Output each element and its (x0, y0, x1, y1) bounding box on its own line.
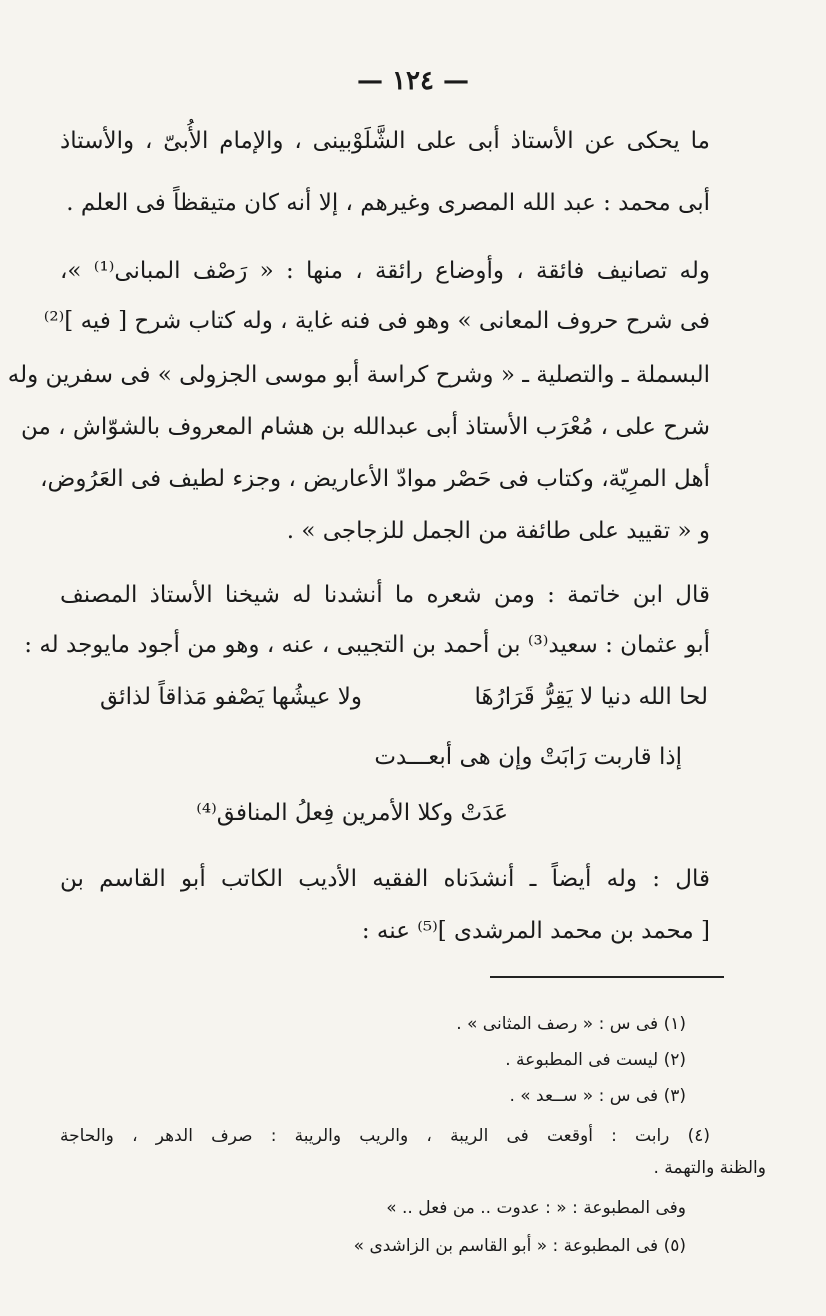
body-line-5: البسملة ـ والتصلية ـ « وشرح كراسة أبو موسى الجزولى » فى سفرين وله (7, 362, 710, 388)
verse-2: إذا قاربت رَابَتْ وإن هى أبعـــدت (374, 744, 682, 770)
body-line-7: أهل المرِيّة، وكتاب فى حَصْر موادّ الأعاريض ، وجزء لطيف فى العَرُوض، (40, 466, 710, 492)
body-line-8: و « تقييد على طائفة من الجمل للزجاجى » . (286, 518, 710, 544)
verse-1-second-hemistich: ولا عيشُها يَصْفو مَذاقاً لذائق (100, 684, 362, 710)
footnote-4-continued: والظنة والتهمة . (653, 1158, 766, 1178)
footnote-separator (490, 976, 724, 978)
verse-3: عَدَتْ وكلا الأمرين فِعلُ المنافق⁽⁴⁾ (196, 800, 508, 826)
body-line-6: شرح على ، مُعْرَب الأستاذ أبى عبدالله بن هشام المعروف بالشوّاش ، من (20, 414, 710, 440)
footnote-4-note: وفى المطبوعة : « : عدوت .. من فعل .. » (386, 1198, 686, 1218)
page-number: — ١٢٤ — (356, 66, 470, 96)
footnote-1: (١) فى س : « رصف المثانى » . (456, 1014, 686, 1034)
body-line-11: قال : وله أيضاً ـ أنشدَناه الفقيه الأديب الكاتب أبو القاسم بن (60, 866, 710, 892)
footnote-3: (٣) فى س : « ســعد » . (509, 1086, 686, 1106)
footnote-2: (٢) ليست فى المطبوعة . (505, 1050, 686, 1070)
body-line-4: فى شرح حروف المعانى » وهو فى فنه غاية ، وله كتاب شرح [ فيه ]⁽²⁾ (43, 308, 710, 334)
footnote-5: (٥) فى المطبوعة : « أبو القاسم بن الزاشدى » (353, 1236, 686, 1256)
body-line-2: أبى محمد : عبد الله المصرى وغيرهم ، إلا أنه كان متيقظاً فى العلم . (66, 190, 710, 216)
body-line-12: [ محمد بن محمد المرشدى ]⁽⁵⁾ عنه : (361, 918, 710, 944)
body-line-9: قال ابن خاتمة : ومن شعره ما أنشدنا له شيخنا الأستاذ المصنف (60, 582, 710, 608)
verse-1-first-hemistich: لحا الله دنيا لا يَقِرُّ قَرَارُهَا (474, 684, 708, 710)
body-line-1: ما يحكى عن الأستاذ أبى على الشَّلَوْبينى ، والإمام الأُبىّ ، والأستاذ (60, 128, 710, 154)
body-line-10: أبو عثمان : سعيد⁽³⁾ بن أحمد بن التجيبى ، عنه ، وهو من أجود مايوجد له : (24, 632, 710, 658)
body-line-3: وله تصانيف فائقة ، وأوضاع رائقة ، منها : « رَصْف المبانى⁽¹⁾ »، (60, 258, 710, 284)
footnote-4: (٤) رابت : أوقعت فى الريبة ، والريب والريبة : صرف الدهر ، والحاجة (60, 1126, 710, 1146)
